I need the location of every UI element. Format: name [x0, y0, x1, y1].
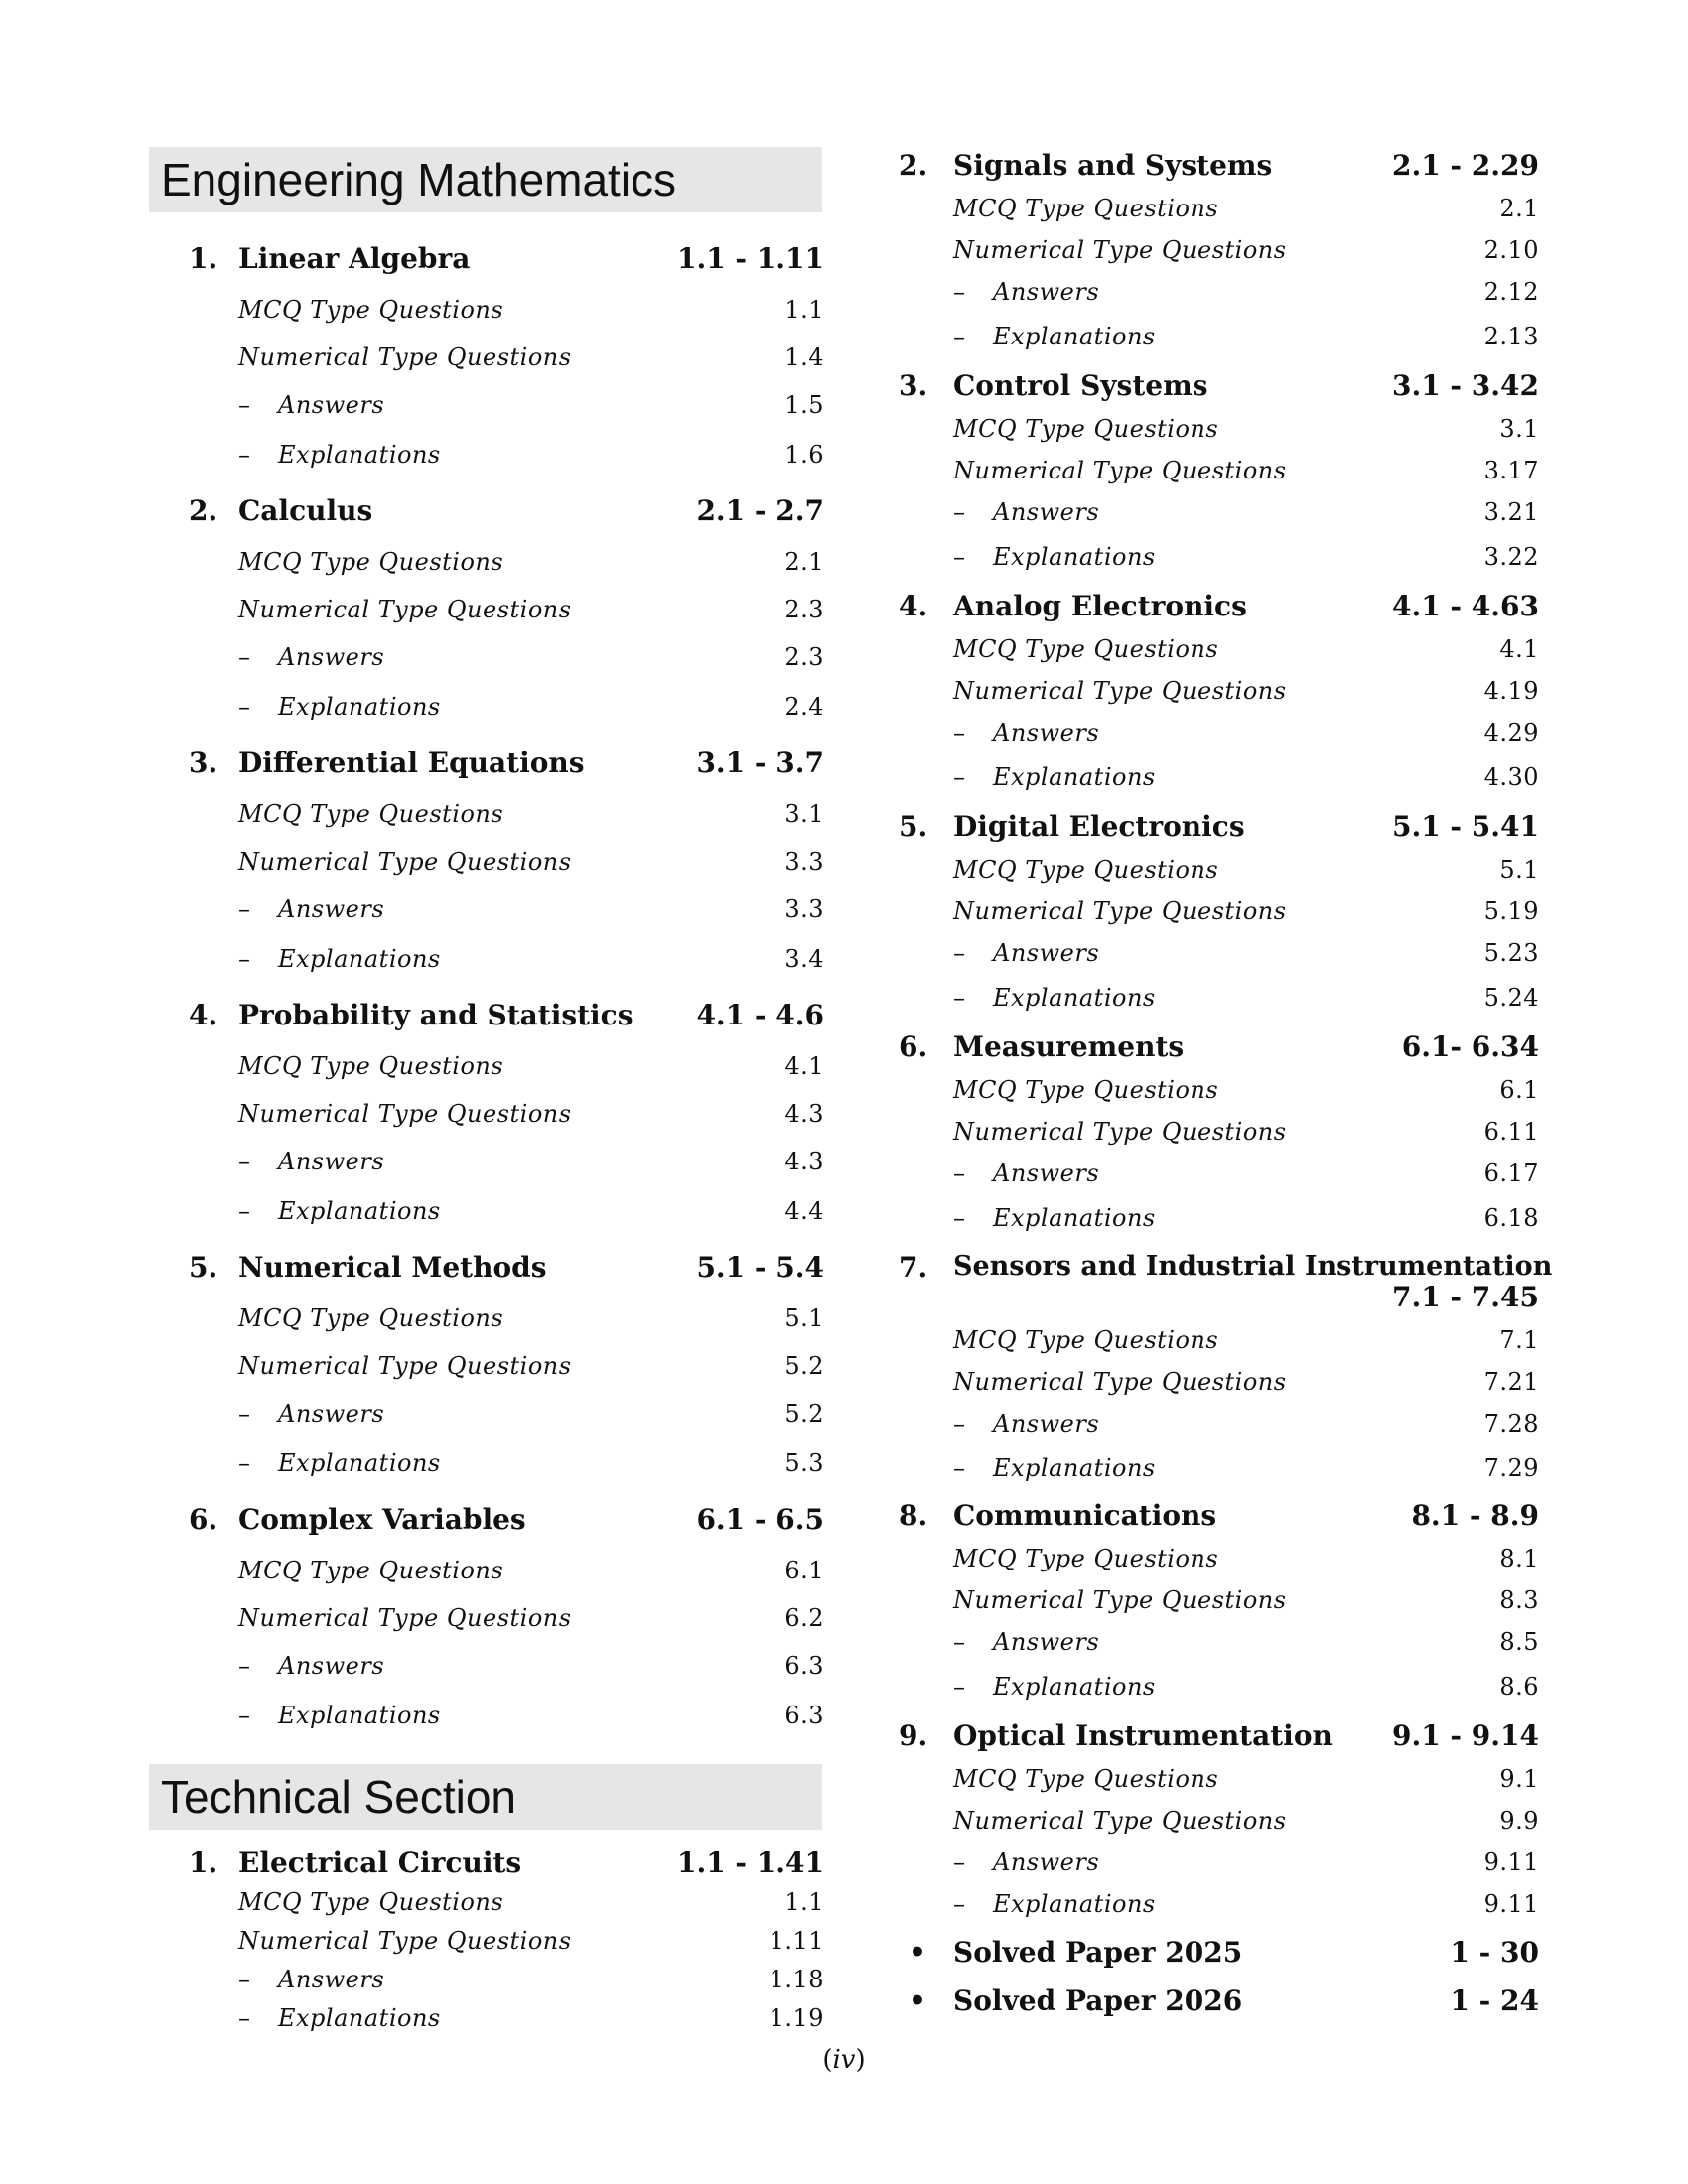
chapter-number: 1.: [189, 242, 218, 275]
bullet-icon: •: [909, 1936, 926, 1969]
chapter-title: Linear Algebra: [238, 242, 471, 275]
page-number: (iv): [822, 2045, 866, 2075]
chapter-page-range: 1.1 - 1.11: [676, 242, 824, 275]
section-header-engineering-mathematics: Engineering Mathematics: [149, 147, 822, 212]
section-header-technical-section: Technical Section: [149, 1764, 822, 1830]
dash-marker: –: [238, 441, 251, 469]
bullet-icon: •: [909, 1984, 926, 2017]
toc-chapter[interactable]: 7. Sensors and Industrial Instrumentation 7.1 - 7.45: [899, 1251, 1553, 1313]
dash-marker: –: [238, 391, 251, 419]
